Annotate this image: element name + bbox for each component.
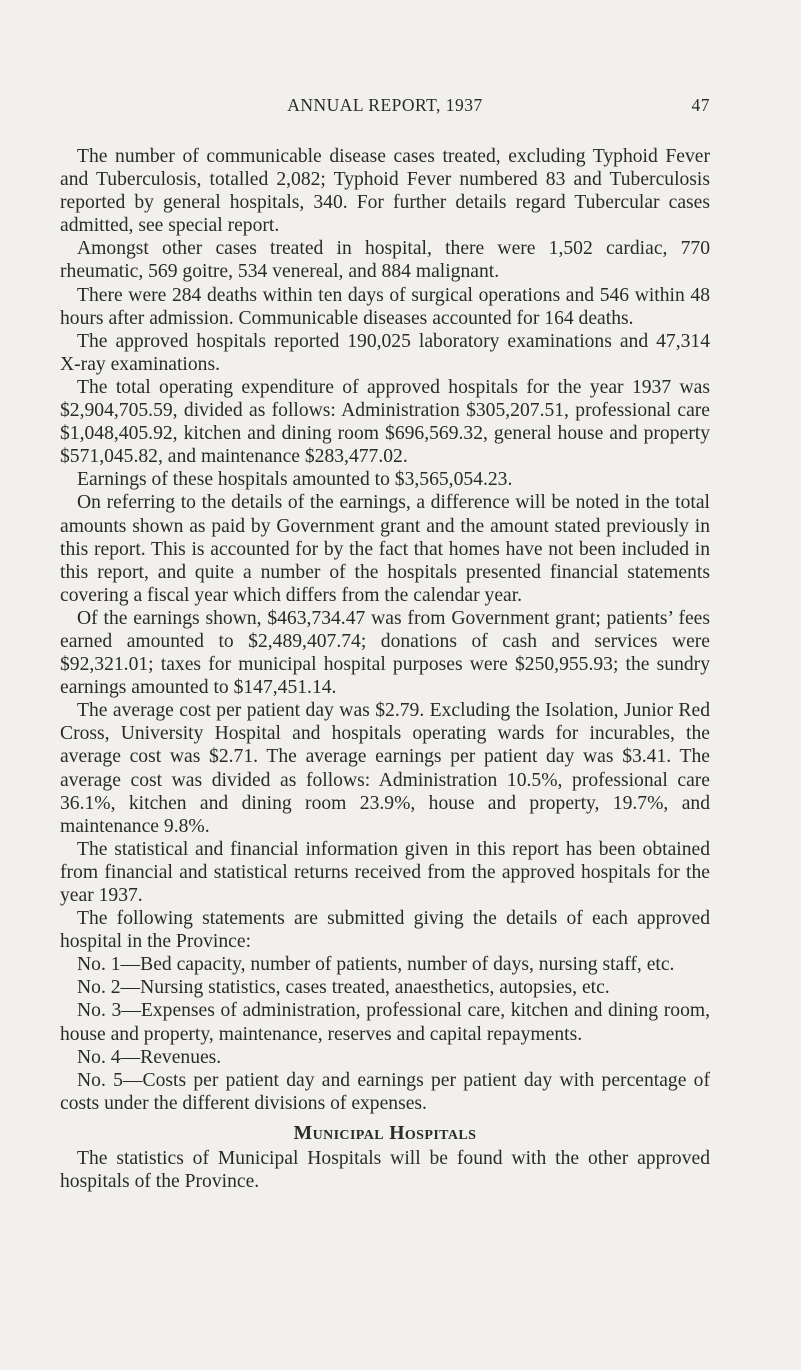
paragraph: On referring to the details of the earnings, a difference will be noted in the total amounts shown as paid by Government grant and the amount stated previously in this report. This is accounted for by the fact that homes have not been included in this report, and quite a number of the hospitals presented financial statements covering a fiscal year which differs from the calendar year. <box>60 492 710 606</box>
paragraph: The statistics of Municipal Hospitals will be found with the other approved hospitals of the Province. <box>60 1148 710 1193</box>
section-heading: Municipal Hospitals <box>293 1122 477 1144</box>
paragraph: Earnings of these hospitals amounted to $3,565,054.23. <box>77 469 513 491</box>
paragraph: The approved hospitals reported 190,025 laboratory examinations and 47,314 X-ray examinations. <box>60 330 710 375</box>
paragraph: The following statements are submitted giving the details of each approved hospital in the Province: <box>60 908 710 953</box>
page-number: 47 <box>691 95 710 115</box>
paragraph: The number of communicable disease cases treated, excluding Typhoid Fever and Tuberculosis, totalled 2,082; Typhoid Fever numbered 83 and Tuberculosis reported by general hospitals, 340. For further details regard Tubercular cases admitted, see special report. <box>60 146 710 237</box>
paragraph: The average cost per patient day was $2.79. Excluding the Isolation, Junior Red Cross, University Hospital and hospitals operating wards for incurables, the average cost was $2.71. The average earnings per patient day was $3.41. The average cost was divided as follows: Administration 10.5%, professional care 36.1%, kitchen and dining room 23.9%, house and property, 19.7%, and maintenance 9.8%. <box>60 700 710 837</box>
page-header <box>60 95 710 121</box>
statement-item: No. 1—Bed capacity, number of patients, number of days, nursing staff, etc. <box>77 954 675 976</box>
paragraph: The total operating expenditure of approved hospitals for the year 1937 was $2,904,705.59, divided as follows: Administration $305,207.51, professional care $1,048,405.92, kitchen and dining room $696,569.32, general house and property $571,045.82, and maintenance $283,477.02. <box>60 376 710 468</box>
body-text <box>60 145 710 1193</box>
statement-item: No. 5—Costs per patient day and earnings per patient day with percentage of costs under the different divisions of expenses. <box>60 1069 710 1114</box>
paragraph: The statistical and financial information given in this report has been obtained from financial and statistical returns received from the approved hospitals for the year 1937. <box>60 838 710 906</box>
running-title: ANNUAL REPORT, 1937 <box>287 95 483 115</box>
paragraph: Of the earnings shown, $463,734.47 was from Government grant; patients’ fees earned amounted to $2,489,407.74; donations of cash and services were $92,321.01; taxes for municipal hospital purposes were $250,955.93; the sundry earnings amounted to $147,451.14. <box>60 607 710 699</box>
paragraph: Amongst other cases treated in hospital, there were 1,502 cardiac, 770 rheumatic, 569 goitre, 534 venereal, and 884 malignant. <box>60 238 710 283</box>
statement-item: No. 3—Expenses of administration, professional care, kitchen and dining room, house and property, maintenance, reserves and capital repayments. <box>60 1000 710 1045</box>
statement-item: No. 4—Revenues. <box>77 1046 222 1068</box>
statement-item: No. 2—Nursing statistics, cases treated, anaesthetics, autopsies, etc. <box>77 977 610 999</box>
paragraph: There were 284 deaths within ten days of surgical operations and 546 within 48 hours after admission. Communicable diseases accounted for 164 deaths. <box>60 284 710 329</box>
